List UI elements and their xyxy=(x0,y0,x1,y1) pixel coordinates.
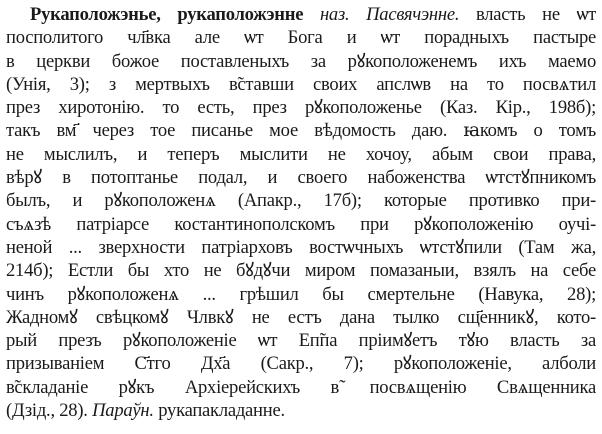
entry-line xyxy=(6,3,596,26)
synonym-label: Параўн. xyxy=(92,400,154,422)
dictionary-entry xyxy=(6,3,596,422)
entry-line: чинъ рꙋкоположенѧ ... грѣшил бы смертельне (Навука, 28); xyxy=(6,283,596,305)
entry-line: в церкви божое поставленыхъ за рꙋкоположенемъ ихъ маемо xyxy=(6,50,596,72)
entry-line: 214б); Естли бы хто не бꙋдꙋчи миром помазаныи, взялъ на себе xyxy=(6,260,596,282)
entry-line: (Унія, 3); з мертвыхъ в̃ставши своих апслѡв на то посвѧтил xyxy=(6,73,596,95)
entry-text: власть не ѡт xyxy=(475,4,596,25)
entry-line: такъ вм҃ через тое писанье мое вѣдомость даю. ꙗкомъ о томъ xyxy=(6,120,596,142)
entry-text: (Дзід., 28). xyxy=(6,400,88,422)
entry-line: посполитого чл҃вка але ѡт Бога и ѡт порадныхъ пастыре̃ xyxy=(6,27,596,49)
headword: Рукаположэнье, рукаположэнне xyxy=(30,4,304,25)
entry-line: призываніем С҃тго Дх҃а (Сакр., 7); рꙋкоположеніе, алболи xyxy=(6,353,596,375)
entry-line: былъ, и рꙋкоположенѧ (Апакр., 17б); которые противко при- xyxy=(6,190,596,212)
entry-line: Жадномꙋ свѣцкомꙋ Члвкꙋ не естъ дана тылко сщ҃енникꙋ, кото- xyxy=(6,306,596,328)
entry-line: в̃складаніе рꙋкъ Архіерейскихъ в̃ посвѧщенію Свѧщенника xyxy=(6,376,596,398)
entry-line: не мыслилъ, и теперъ мыслити не хочоу, абым свои права, xyxy=(6,143,596,165)
entry-line xyxy=(6,399,596,422)
entry-line: неной ... зверхности патріарховъ востѡчныхъ ѡтстꙋпили (Там жа, xyxy=(6,236,596,258)
entry-line: през хиротонію. то есть, през рꙋкоположенье (Каз. Кір., 198б); xyxy=(6,97,596,119)
entry-line: рый презъ рꙋкоположеніе ѡт Еп̃па пріимꙋетъ тꙋю власть за xyxy=(6,330,596,352)
entry-line: вѣрꙋ в потоптанье подал, и своего набоженства ѡтстꙋпникомъ xyxy=(6,167,596,189)
entry-line: съѧзѣ патріарсе костантинополскомъ при рꙋкоположенію оучі- xyxy=(6,213,596,235)
gloss: Пасвячэнне. xyxy=(366,4,460,25)
synonym: рукапакладанне. xyxy=(158,400,285,422)
pos-label: наз. xyxy=(319,4,350,25)
